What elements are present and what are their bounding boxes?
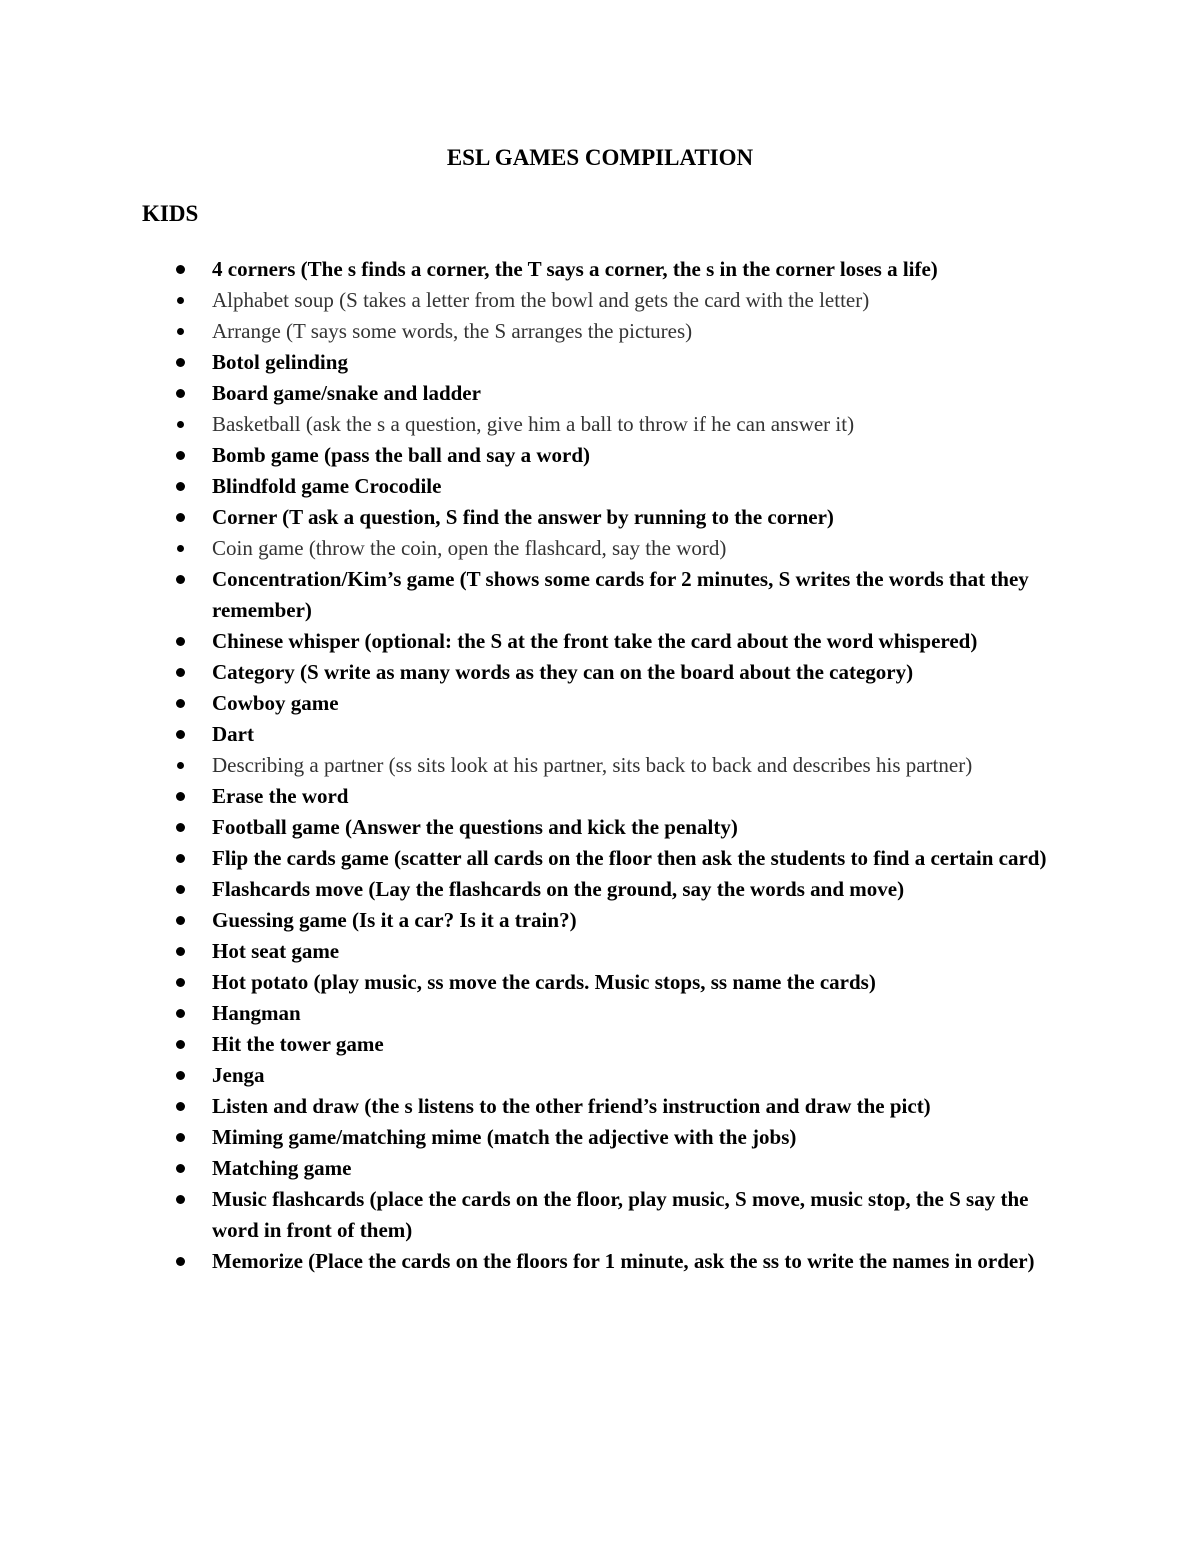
list-item-text: Blindfold game Crocodile xyxy=(212,474,442,498)
list-item-text: Dart xyxy=(212,722,254,746)
list-item-text: Hot potato (play music, ss move the cards. Music stops, ss name the cards) xyxy=(212,970,876,994)
list-item xyxy=(0,626,1200,657)
list-item-text: Flip the cards game (scatter all cards on the floor then ask the students to find a certain card) xyxy=(212,846,1047,870)
bullet-icon xyxy=(176,358,185,367)
list-item xyxy=(0,936,1200,967)
list-item-text: Music flashcards (place the cards on the floor, play music, S move, music stop, the S say the word in front of them) xyxy=(212,1187,1029,1242)
list-item xyxy=(0,471,1200,502)
list-item-text: Cowboy game xyxy=(212,691,339,715)
list-item-text: Erase the word xyxy=(212,784,349,808)
bullet-icon xyxy=(176,265,185,274)
list-item xyxy=(0,502,1200,533)
list-item xyxy=(0,688,1200,719)
list-item xyxy=(0,533,1200,564)
list-item xyxy=(0,750,1200,781)
bullet-icon xyxy=(176,575,185,584)
list-item-text: Football game (Answer the questions and kick the penalty) xyxy=(212,815,738,839)
list-item-text: Jenga xyxy=(212,1063,265,1087)
list-item xyxy=(0,657,1200,688)
bullet-icon xyxy=(176,885,185,894)
list-item-text: Memorize (Place the cards on the floors for 1 minute, ask the ss to write the names in order) xyxy=(212,1249,1035,1273)
bullet-icon xyxy=(176,730,185,739)
list-item xyxy=(0,440,1200,471)
bullet-icon xyxy=(176,1040,185,1049)
bullet-icon xyxy=(176,854,185,863)
list-item xyxy=(0,998,1200,1029)
list-item-text: Basketball (ask the s a question, give him a ball to throw if he can answer it) xyxy=(212,412,855,436)
list-item xyxy=(0,409,1200,440)
bullet-icon xyxy=(176,1133,185,1142)
list-item xyxy=(0,874,1200,905)
list-item-text: Describing a partner (ss sits look at his partner, sits back to back and describes his partner) xyxy=(212,753,973,777)
bullet-icon xyxy=(176,513,185,522)
list-item xyxy=(0,812,1200,843)
bullet-icon xyxy=(177,762,184,769)
bullet-icon xyxy=(176,947,185,956)
bullet-icon xyxy=(176,482,185,491)
list-item-text: Board game/snake and ladder xyxy=(212,381,481,405)
list-item xyxy=(0,564,1200,626)
list-item-text: Chinese whisper (optional: the S at the front take the card about the word whispered) xyxy=(212,629,978,653)
list-item-text: 4 corners (The s finds a corner, the T says a corner, the s in the corner loses a life) xyxy=(212,257,938,281)
list-item xyxy=(0,781,1200,812)
list-item-text: Corner (T ask a question, S find the answer by running to the corner) xyxy=(212,505,834,529)
list-item xyxy=(0,905,1200,936)
list-item xyxy=(0,285,1200,316)
list-item-text: Listen and draw (the s listens to the other friend’s instruction and draw the pict) xyxy=(212,1094,931,1118)
bullet-icon xyxy=(176,1071,185,1080)
list-item-text: Hot seat game xyxy=(212,939,340,963)
list-item xyxy=(0,1184,1200,1246)
bullet-icon xyxy=(176,978,185,987)
bullet-icon xyxy=(176,792,185,801)
list-item-text: Arrange (T says some words, the S arranges the pictures) xyxy=(212,319,693,343)
bullet-icon xyxy=(176,1257,185,1266)
list-item-text: Botol gelinding xyxy=(212,350,348,374)
bullet-icon xyxy=(176,916,185,925)
list-item-text: Concentration/Kim’s game (T shows some cards for 2 minutes, S writes the words that they remember) xyxy=(212,567,1029,622)
bullet-icon xyxy=(176,389,185,398)
list-item-text: Flashcards move (Lay the flashcards on the ground, say the words and move) xyxy=(212,877,905,901)
list-item xyxy=(0,1060,1200,1091)
bullet-icon xyxy=(177,328,184,335)
list-item-text: Hangman xyxy=(212,1001,301,1025)
list-item-text: Category (S write as many words as they can on the board about the category) xyxy=(212,660,914,684)
list-item xyxy=(0,1029,1200,1060)
bullet-icon xyxy=(177,297,184,304)
list-item xyxy=(0,254,1200,285)
games-list xyxy=(0,254,1200,1277)
bullet-icon xyxy=(176,1164,185,1173)
list-item xyxy=(0,1122,1200,1153)
list-item-text: Guessing game (Is it a car? Is it a train?) xyxy=(212,908,577,932)
bullet-icon xyxy=(176,451,185,460)
list-item-text: Coin game (throw the coin, open the flashcard, say the word) xyxy=(212,536,727,560)
list-item-text: Miming game/matching mime (match the adjective with the jobs) xyxy=(212,1125,797,1149)
list-item xyxy=(0,316,1200,347)
bullet-icon xyxy=(176,1102,185,1111)
list-item xyxy=(0,347,1200,378)
list-item-text: Bomb game (pass the ball and say a word) xyxy=(212,443,591,467)
list-item xyxy=(0,719,1200,750)
bullet-icon xyxy=(177,545,184,552)
bullet-icon xyxy=(176,699,185,708)
list-item-text: Alphabet soup (S takes a letter from the bowl and gets the card with the letter) xyxy=(212,288,870,312)
list-item xyxy=(0,1246,1200,1277)
list-item xyxy=(0,1091,1200,1122)
bullet-icon xyxy=(176,1009,185,1018)
bullet-icon xyxy=(176,637,185,646)
bullet-icon xyxy=(176,668,185,677)
list-item-text: Matching game xyxy=(212,1156,352,1180)
section-heading-kids: KIDS xyxy=(142,201,199,226)
list-item xyxy=(0,378,1200,409)
list-item xyxy=(0,1153,1200,1184)
document-title: ESL GAMES COMPILATION xyxy=(446,145,754,170)
list-item xyxy=(0,967,1200,998)
list-item-text: Hit the tower game xyxy=(212,1032,384,1056)
bullet-icon xyxy=(177,421,184,428)
bullet-icon xyxy=(176,1195,185,1204)
bullet-icon xyxy=(176,823,185,832)
list-item xyxy=(0,843,1200,874)
